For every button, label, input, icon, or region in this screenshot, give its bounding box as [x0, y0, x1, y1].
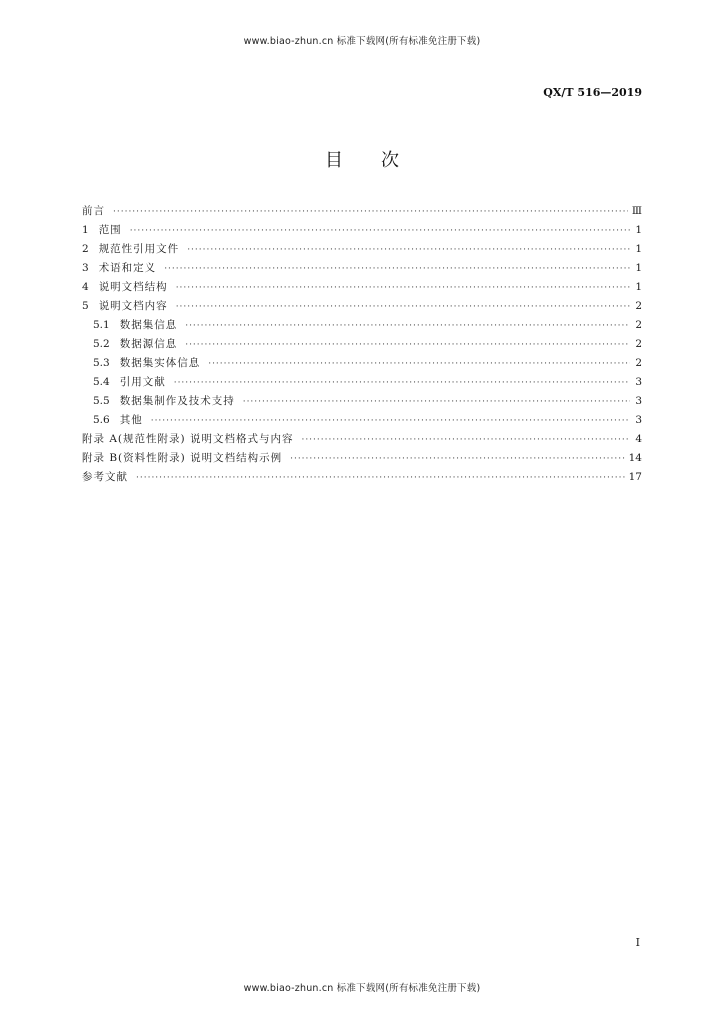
toc-entry[interactable] [82, 430, 642, 449]
toc-entry-label: 数据集制作及技术支持 [119, 395, 235, 407]
toc-entry[interactable] [82, 335, 642, 354]
toc-entry-page: 2 [635, 300, 642, 312]
toc-entry-number: 5 [82, 300, 89, 312]
toc-leader-dots [151, 412, 630, 431]
toc-entry[interactable] [82, 392, 642, 411]
toc-entry-number: 5.1 [93, 319, 110, 331]
toc-entry-number: 5.4 [93, 376, 110, 388]
toc-entry[interactable] [82, 411, 642, 430]
toc-entry-number: 2 [82, 243, 89, 255]
toc-entry-label: 说明文档结构 [98, 281, 168, 293]
toc-entry-page: 17 [628, 471, 642, 483]
toc-entry-number: 5.3 [93, 357, 110, 369]
toc-entry[interactable] [82, 221, 642, 240]
toc-entry-page: 3 [635, 414, 642, 426]
toc-entry-page: 1 [635, 262, 642, 274]
toc-entry-label: 其他 [119, 414, 143, 426]
toc-entry-number: 5.6 [93, 414, 110, 426]
toc-entry-page: 1 [635, 224, 642, 236]
watermark-top: www.biao-zhun.cn 标准下载网(所有标准免注册下载) [243, 36, 481, 47]
table-of-contents [82, 202, 642, 487]
toc-entry-page: 4 [635, 433, 642, 445]
toc-leader-dots [301, 431, 630, 450]
toc-entry-page: Ⅲ [631, 205, 642, 217]
toc-leader-dots [176, 279, 630, 298]
toc-entry-label: 规范性引用文件 [98, 243, 180, 255]
toc-entry-label: 术语和定义 [98, 262, 157, 274]
toc-leader-dots [176, 298, 630, 317]
toc-leader-dots [185, 336, 630, 355]
toc-entry-number: 4 [82, 281, 89, 293]
toc-entry[interactable] [82, 259, 642, 278]
toc-leader-dots [243, 393, 630, 412]
toc-entry[interactable] [82, 316, 642, 335]
toc-entry[interactable] [82, 373, 642, 392]
toc-leader-dots [174, 374, 630, 393]
toc-leader-dots [187, 241, 630, 260]
toc-entry-label: 数据源信息 [119, 338, 178, 350]
toc-entry-page: 1 [635, 243, 642, 255]
toc-leader-dots [208, 355, 630, 374]
standard-code: QX/T 516—2019 [543, 86, 642, 99]
toc-entry[interactable] [82, 354, 642, 373]
toc-entry[interactable] [82, 202, 642, 221]
toc-entry[interactable] [82, 449, 642, 468]
toc-entry-page: 2 [635, 357, 642, 369]
toc-entry[interactable] [82, 468, 642, 487]
toc-entry-number: 1 [82, 224, 89, 236]
toc-leader-dots [185, 317, 630, 336]
toc-entry-page: 3 [635, 376, 642, 388]
toc-entry-page: 2 [635, 319, 642, 331]
toc-entry-label: 附录 A(规范性附录) 说明文档格式与内容 [82, 433, 294, 445]
toc-entry[interactable] [82, 297, 642, 316]
toc-entry-label: 数据集信息 [119, 319, 178, 331]
toc-entry-number: 3 [82, 262, 89, 274]
toc-entry-label: 说明文档内容 [98, 300, 168, 312]
toc-entry-number: 5.2 [93, 338, 110, 350]
toc-entry[interactable] [82, 278, 642, 297]
toc-entry-label: 引用文献 [119, 376, 166, 388]
watermark-bottom: www.biao-zhun.cn 标准下载网(所有标准免注册下载) [243, 983, 481, 994]
page-number: I [635, 936, 640, 949]
toc-entry-label: 前言 [82, 205, 105, 217]
toc-leader-dots [290, 450, 625, 469]
toc-leader-dots [130, 222, 630, 241]
toc-entry-number: 5.5 [93, 395, 110, 407]
toc-title: 目次 [325, 150, 437, 171]
toc-entry-label: 参考文献 [82, 471, 128, 483]
toc-entry-page: 1 [635, 281, 642, 293]
toc-entry[interactable] [82, 240, 642, 259]
toc-leader-dots [136, 469, 625, 488]
toc-entry-page: 3 [635, 395, 642, 407]
toc-entry-label: 范围 [98, 224, 122, 236]
toc-entry-page: 2 [635, 338, 642, 350]
toc-entry-label: 数据集实体信息 [119, 357, 201, 369]
toc-leader-dots [113, 203, 628, 222]
toc-entry-page: 14 [628, 452, 642, 464]
toc-leader-dots [164, 260, 630, 279]
toc-entry-label: 附录 B(资料性附录) 说明文档结构示例 [82, 452, 283, 464]
